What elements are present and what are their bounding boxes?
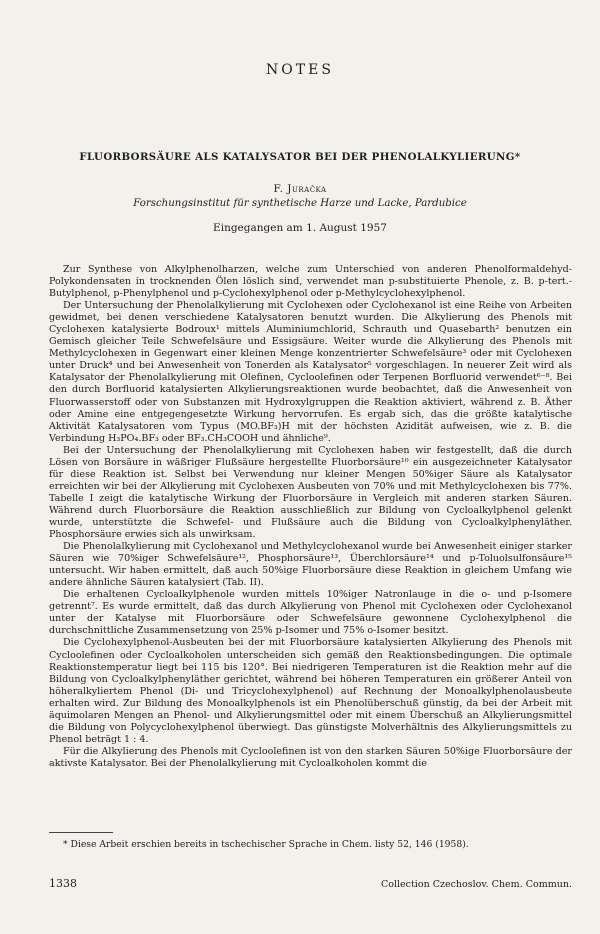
paragraph: Die erhaltenen Cycloalkylphenole wurden mittels 10%iger Natronlauge in die o- und p-Isomere getrennt⁷. Es wurde ermittelt, daß das durch Alkylierung von Phenol mit Cyclohexen oder Cyclohexanol unter der Katalyse mit Fluorborsäure oder Schwefelsäure gewonnene Cyclohexylphenol die durchschnittliche Zusammensetzung von 25% p-Isomer und 75% o-Isomer besitzt. (49, 589, 572, 637)
footnote: * Diese Arbeit erschien bereits in tschechischer Sprache in Chem. listy 52, 146 (1958). (63, 839, 469, 850)
section-heading: NOTES (266, 62, 334, 78)
footnote-divider (49, 832, 113, 833)
author-affiliation: Forschungsinstitut für synthetische Harze und Lacke, Pardubice (133, 198, 467, 209)
paragraph: Die Phenolalkylierung mit Cyclohexanol und Methylcyclohexanol wurde bei Anwesenheit einiger starker Säuren wie 70%iger Schwefelsäure¹², Phosphorsäure¹³, Überchlorsäure¹⁴ und p-Toluolsulfonsäure¹⁵ untersucht. Wir haben ermittelt, daß auch 50%ige Fluorborsäure diese Reaktion in gleichem Umfang wie andere ähnliche Säuren katalysiert (Tab. II). (49, 541, 572, 589)
article-title: FLUORBORSÄURE ALS KATALYSATOR BEI DER PHENOLALKYLIERUNG* (79, 151, 521, 163)
paragraph: Für die Alkylierung des Phenols mit Cycloolefinen ist von den starken Säuren 50%ige Fluorborsäure der aktivste Katalysator. Bei der Phenolalkylierung mit Cycloalkoholen kommt die (49, 745, 572, 769)
paragraph: Der Untersuchung der Phenolalkylierung mit Cyclohexen oder Cyclohexanol ist eine Reihe von Arbeiten gewidmet, bei denen verschiedene Katalysatoren benutzt wurden. Die Alkylierung des Phenols mit Cyclohexen katalysierte Bodroux¹ mittels Aluminiumchlorid, Schrauth und Quasebarth² benutzen ein Gemisch gleicher Teile Schwefelsäure und Essigsäure. Weiter wurde die Alkylierung des Phenols mit Methylcyclohexen in Gegenwart einer kleinen Menge konzentrierter Schwefelsäure³ oder mit Cyclohexen unter Druck⁴ und bei Anwesenheit von Tonerden als Katalysator⁵ vorgeschlagen. In neuerer Zeit wird als Katalysator der Phenolalkylierung mit Olefinen, Cycloolefinen oder Terpenen Borfluorid verwendet⁶⁻⁸. Bei den durch Borfluorid katalysierten Alkylierungsreaktionen wurde beobachtet, daß die Anwesenheit von Fluorwasserstoff oder von Substanzen mit Hydroxylgruppen die Reaktion aktiviert, während z. B. Äther oder Amine eine entgegengesetzte Wirkung hervorrufen. Es ergab sich, das die größte katalytische Aktivität Katalysatoren vom Typus (MO.BF₃)H mit der höchsten Azidität aufweisen, wie z. B. die Verbindung H₃PO₄.BF₃ oder BF₃.CH₃COOH und ähnliche⁹. (49, 300, 572, 444)
article-body (49, 264, 572, 770)
paragraph: Die Cyclohexylphenol-Ausbeuten bei der mit Fluorborsäure katalysierten Alkylierung des Phenols mit Cycloolefinen oder Cycloalkoholen unterscheiden sich gemäß den Reaktionsbedingungen. Die optimale Reaktionstemperatur liegt bei 115 bis 120°. Bei niedrigeren Temperaturen ist die Reaktion mehr auf die Bildung von Cycloalkylphenyläther gerichtet, während bei höheren Temperaturen ein größerer Anteil von höheralkyliertem Phenol (Di- und Tricyclohexylphenol) auf Rechnung der Monoalkylphenolausbeute erhalten wird. Zur Bildung des Monoalkylphenols ist ein Phenolüberschuß günstig, da bei der Arbeit mit äquimolaren Mengen an Phenol- und Alkylierungsmittel oder mit einem Überschuß an Alkylierungsmittel die Bildung von Polycyclohexylphenol überwiegt. Das günstigste Molverhältnis des Alkylierungsmittels zu Phenol beträgt 1 : 4. (49, 637, 572, 745)
paragraph: Zur Synthese von Alkylphenolharzen, welche zum Unterschied von anderen Phenolformaldehyd-Polykondensaten in trocknenden Ölen löslich sind, verwendet man p-substituierte Phenole, z. B. p-tert.-Butylphenol, p-Phenylphenol und p-Cyclohexylphenol oder p-Methylcyclohexylphenol. (49, 264, 572, 300)
author-name: F. Juračka (273, 183, 327, 195)
page-number: 1338 (49, 877, 77, 890)
paragraph: Bei der Untersuchung der Phenolalkylierung mit Cyclohexen haben wir festgestellt, daß die durch Lösen von Borsäure in wäßriger Flußsäure hergestellte Fluorborsäure¹⁰ ein ausgezeichneter Katalysator für diese Reaktion ist. Selbst bei Verwendung nur kleiner Mengen 50%iger Säure als Katalysator erreichten wir bei der Alkylierung mit Cyclohexen Ausbeuten von 70% und mit Methylcyclohexen bis 77%. Tabelle I zeigt die katalytische Wirkung der Fluorborsäure in Vergleich mit anderen starken Säuren. Während durch Fluorborsäure die Reaktion ausschließlich zur Bildung von Cycloalkylphenol gelenkt wurde, unterstützte die Schwefel- und Flußsäure auch die Bildung von Cycloalkylphenyläther. Phosphorsäure erwies sich als unwirksam. (49, 444, 572, 541)
journal-name: Collection Czechoslov. Chem. Commun. (380, 879, 572, 890)
received-date: Eingegangen am 1. August 1957 (213, 222, 387, 234)
